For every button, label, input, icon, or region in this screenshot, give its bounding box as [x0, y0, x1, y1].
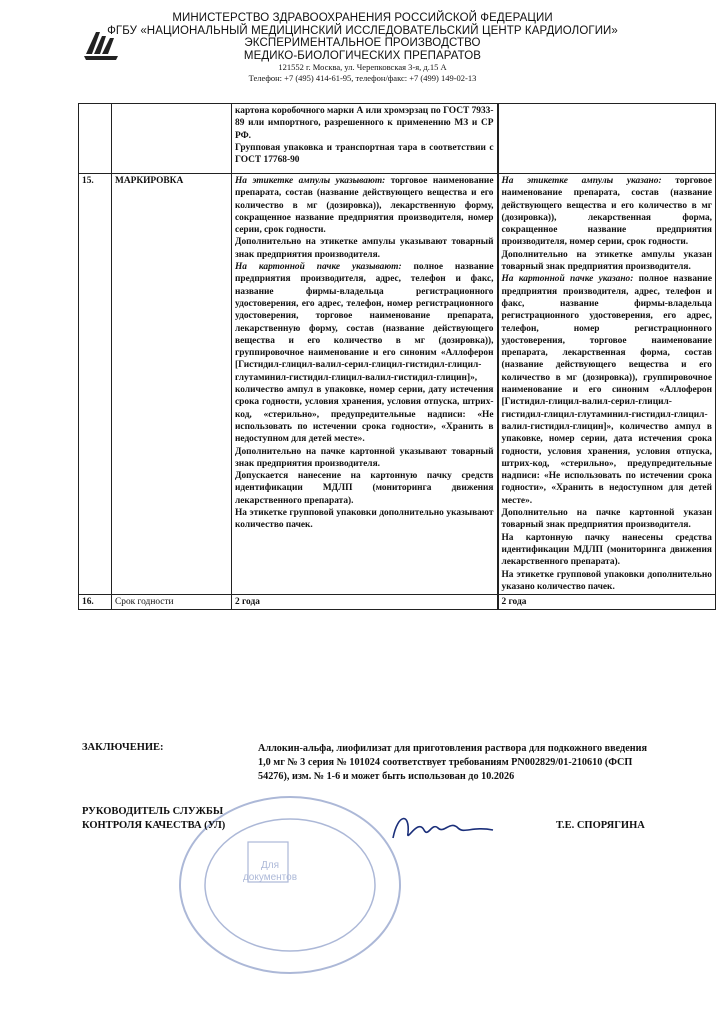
header-ministry: МИНИСТЕРСТВО ЗДРАВООХРАНЕНИЯ РОССИЙСКОЙ ФЕДЕРАЦИИ — [172, 12, 553, 24]
header-institution: ФГБУ «НАЦИОНАЛЬНЫЙ МЕДИЦИНСКИЙ ИССЛЕДОВАТЕЛЬСКИЙ ЦЕНТР КАРДИОЛОГИИ» — [107, 24, 618, 37]
stamp-label-1: Для — [260, 860, 280, 871]
signer-role-line2: КОНТРОЛЯ КАЧЕСТВА (УЛ) — [82, 820, 226, 831]
shelf-life-requirement: 2 года — [232, 595, 498, 610]
header-department: ЭКСПЕРИМЕНТАЛЬНОЕ ПРОИЗВОДСТВО — [244, 37, 481, 49]
marking-requirement-cell: На этикетке ампулы указывают: торговое наименование препарата, состав (название действующего вещества и его количество в мг (дозировка)), лекарственную форму, сокращенное название предприятия производителя, номер серии, срок годности. Дополнительно на этикетке ампулы указывают товарный знак предприятия производителя. На картонной пачке указывают: полное название предприятия производителя, адрес, телефон и факс, название фирмы-владельца регистрационного удостоверения, его адрес, телефон, номер регистрационного удостоверения, торговое наименование препарата, лекарственную форму, состав (название действующего вещества и его количество в мг (дозировка)), группировочное наименование и его синоним «Аллоферон [Гистидил-глицил-валил-серил-глицил-гистидил-глицил-глутаминил-гистидил-глицил-валил-гистидил-глицин]», количество ампул в упаковке, номер серии, дату истечения срока годности, условия хранения, условия отпуска, штрих-код, «стерильно», предупредительные надписи: «Не использовать по истечении срока годности», «Хранить в недоступном для детей месте». Дополнительно на пачке картонной указывают товарный знак предприятия производителя. Допускается нанесение на картонную пачку средств идентификации МДЛП (мониторинга движения лекарственного препарата). На этикетке групповой упаковки дополнительно указывают количество пачек. — [232, 174, 498, 595]
header-address: 121552 г. Москва, ул. Черепковская 3-я, д.15 А — [278, 62, 447, 72]
packaging-requirement-cell — [232, 104, 498, 174]
header-subdepartment: МЕДИКО-БИОЛОГИЧЕСКИХ ПРЕПАРАТОВ — [243, 49, 482, 62]
table-row — [79, 104, 716, 174]
row-number: 15. — [79, 174, 112, 595]
handwritten-signature-icon — [388, 808, 498, 848]
official-stamp-icon — [170, 790, 410, 980]
packaging-text: картона коробочного марки А или хромэрзац по ГОСТ 7933-89 или импортного, разрешенного к применению МЗ и СР РФ. — [235, 106, 494, 141]
marking-fact-cell: На этикетке ампулы указано: торговое наименование препарата, состав (название действующего вещества и его количество в мг (дозировка)), лекарственная форма, сокращенное название предприятия производителя, номер серии, срок годности. Дополнительно на этикетке ампулы указан товарный знак предприятия производителя. На картонной пачке указано: полное название предприятия производителя, адрес, телефон и факс, название фирмы-владельца регистрационного удостоверения, его адрес, телефон, номер регистрационного удостоверения, торговое наименование препарата, лекарственная форма, состав (название действующего вещества и его количество в мг (дозировка)), группировочное наименование и его синоним «Аллоферон [Гистидил-глицил-валил-серил-глицил-гистидил-глицил-глутаминил-гистидил-глицил-валил-гистидил-глицин]», количество ампул в упаковке, номер серии, дата истечения срока годности, условия хранения, условия отпуска, штрих-код, «стерильно», предупредительные надписи: «Не использовать по истечении срока годности», «Хранить в недоступном для детей месте». Дополнительно на пачке картонной указан товарный знак предприятия производителя. На картонную пачку нанесены средства идентификации МДЛП (мониторинга движения лекарственного препарата). На этикетке групповой упаковки дополнительно указано количество пачек. — [498, 174, 716, 595]
specification-table — [78, 103, 716, 610]
shelf-life-fact: 2 года — [498, 595, 716, 610]
table-row-marking — [79, 174, 716, 595]
row-number: 16. — [79, 595, 112, 610]
header-phones: Телефон: +7 (495) 414-61-95, телефон/факс: +7 (499) 149-02-13 — [248, 73, 477, 83]
conclusion-label: ЗАКЛЮЧЕНИЕ: — [82, 742, 164, 753]
table-row-shelf-life — [79, 595, 716, 610]
stamp-label-2: документов — [242, 872, 298, 883]
row-title: Срок годности — [112, 595, 232, 610]
signer-role-line1: РУКОВОДИТЕЛЬ СЛУЖБЫ — [82, 806, 224, 817]
row-title: МАРКИРОВКА — [112, 174, 232, 595]
packaging-group-text: Групповая упаковка и транспортная тара в соответствии с ГОСТ 17768-90 — [235, 142, 494, 166]
conclusion-text: Аллокин-альфа, лиофилизат для приготовления раствора для подкожного введения 1,0 мг № 3 серия № 101024 соответствует требованиям РN002829/01-210610 (ФСП 54276), изм. № 1-6 и может быть использован до 10.2026 — [258, 743, 647, 782]
signer-name: Т.Е. СПОРЯГИНА — [556, 820, 645, 831]
document-header — [0, 12, 725, 84]
